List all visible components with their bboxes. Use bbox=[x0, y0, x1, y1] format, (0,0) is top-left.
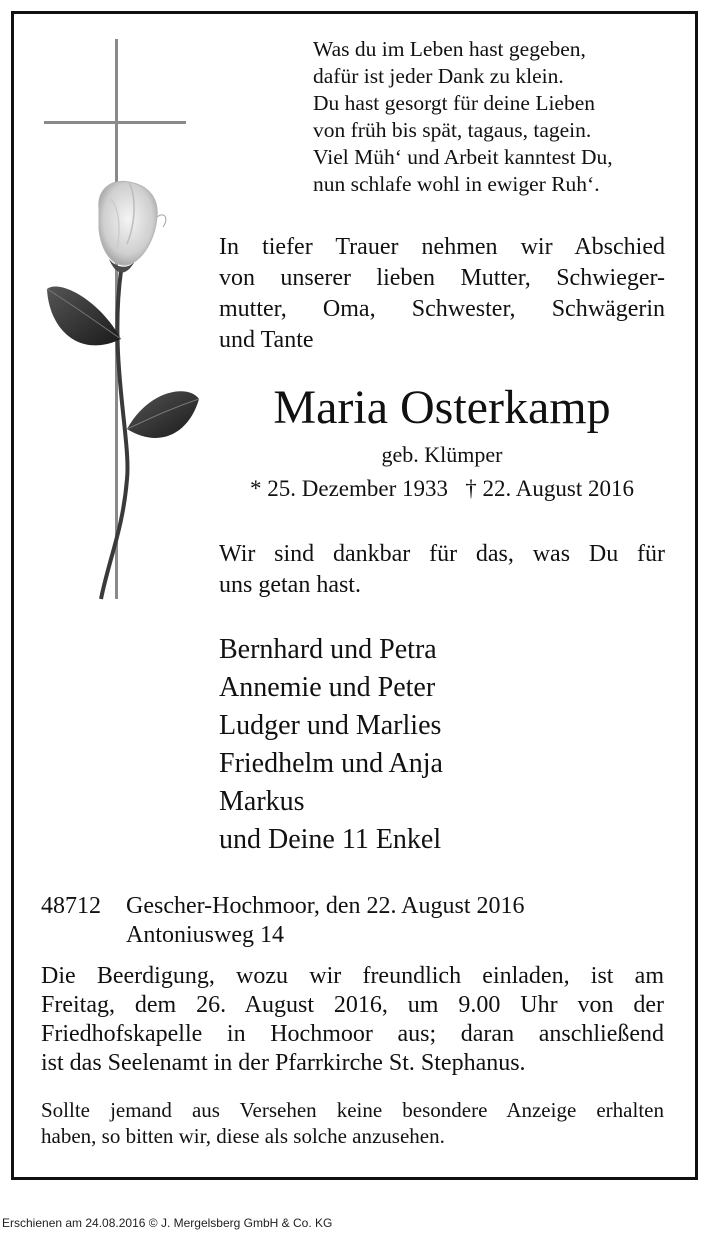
poem-line: von früh bis spät, tagaus, tagein. bbox=[313, 118, 592, 142]
funeral-line: Friedhofskapelle in Hochmoor aus; daran anschließend bbox=[41, 1021, 664, 1047]
intro-line: In tiefer Trauer nehmen wir Abschied bbox=[219, 234, 665, 260]
intro-text bbox=[219, 232, 665, 356]
poem bbox=[313, 36, 673, 198]
obituary-frame bbox=[11, 11, 698, 1180]
family-member: Friedhelm und Anja bbox=[219, 748, 443, 779]
notice-text bbox=[41, 1097, 664, 1149]
intro-line: von unserer lieben Mutter, Schwieger- bbox=[219, 265, 665, 291]
birth-name: geb. Klümper bbox=[381, 442, 503, 467]
notice-line: haben, so bitten wir, diese als solche anzusehen. bbox=[41, 1124, 445, 1148]
life-dates bbox=[219, 474, 665, 504]
funeral-line: Freitag, dem 26. August 2016, um 9.00 Uhr von der bbox=[41, 992, 664, 1018]
funeral-line: Die Beerdigung, wozu wir freundlich einladen, ist am bbox=[41, 963, 664, 989]
poem-line: Viel Müh‘ und Arbeit kanntest Du, bbox=[313, 145, 613, 169]
intro-line: mutter, Oma, Schwester, Schwägerin bbox=[219, 296, 665, 322]
thanks-text bbox=[219, 539, 665, 601]
poem-line: dafür ist jeder Dank zu klein. bbox=[313, 64, 564, 88]
street: Antoniusweg 14 bbox=[126, 922, 284, 948]
family-member: Bernhard und Petra bbox=[219, 634, 437, 665]
funeral-line: ist das Seelenamt in der Pfarrkirche St. Stephanus. bbox=[41, 1050, 526, 1076]
family-list bbox=[219, 631, 665, 859]
intro-line: und Tante bbox=[219, 327, 314, 353]
deceased-name: Maria Osterkamp bbox=[273, 381, 611, 434]
poem-line: nun schlafe wohl in ewiger Ruh‘. bbox=[313, 172, 600, 196]
death-date: † 22. August 2016 bbox=[465, 476, 634, 501]
place-and-date: Gescher-Hochmoor, den 22. August 2016 bbox=[126, 893, 525, 919]
thanks-line: Wir sind dankbar für das, was Du für bbox=[219, 541, 665, 567]
publication-footer: Erschienen am 24.08.2016 © J. Mergelsberg GmbH & Co. KG bbox=[2, 1216, 333, 1230]
address-block bbox=[41, 892, 661, 950]
notice-line: Sollte jemand aus Versehen keine besondere Anzeige erhalten bbox=[41, 1098, 664, 1122]
funeral-info bbox=[41, 962, 664, 1078]
birth-date: * 25. Dezember 1933 bbox=[250, 476, 449, 501]
cross-and-rose-icon bbox=[39, 39, 209, 619]
poem-line: Du hast gesorgt für deine Lieben bbox=[313, 91, 596, 115]
family-member: Markus bbox=[219, 786, 305, 817]
family-member: Ludger und Marlies bbox=[219, 710, 442, 741]
thanks-line: uns getan hast. bbox=[219, 572, 361, 598]
postal-code: 48712 bbox=[41, 893, 101, 919]
family-member: Annemie und Peter bbox=[219, 672, 436, 703]
poem-line: Was du im Leben hast gegeben, bbox=[313, 37, 586, 61]
family-member: und Deine 11 Enkel bbox=[219, 824, 442, 855]
